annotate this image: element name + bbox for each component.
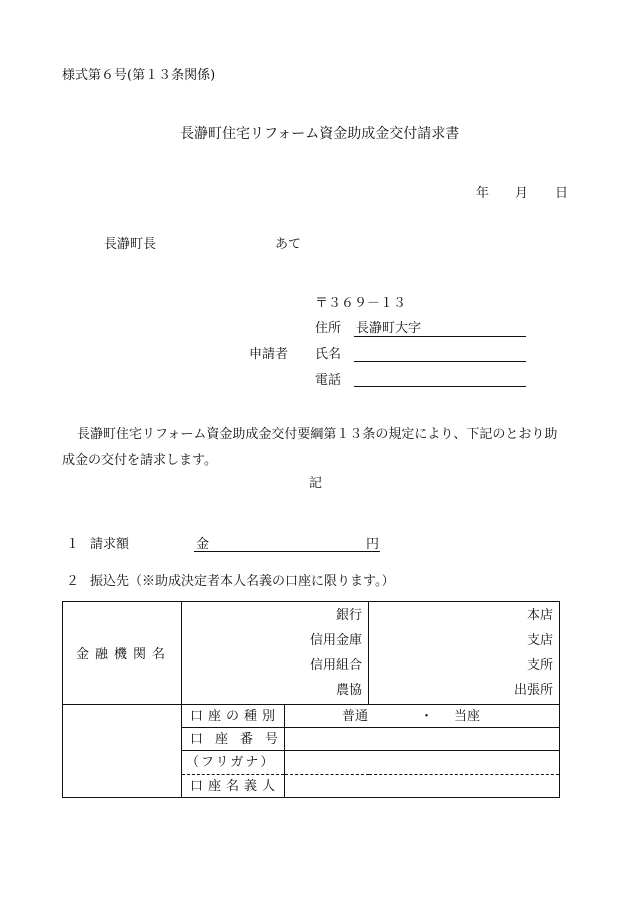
account-type-label-cell	[182, 705, 285, 728]
branch-name-cell[interactable]	[369, 602, 560, 705]
account-number-value-cell[interactable]	[285, 728, 560, 751]
bank-table	[62, 601, 560, 798]
postal-code: 〒３６９－１３	[315, 296, 407, 311]
addressee-suffix: あて	[275, 237, 302, 252]
account-holder-label-cell	[182, 775, 285, 798]
address-value: 長瀞町大字	[356, 321, 422, 336]
institution-label-cell	[63, 602, 182, 705]
date-month: 月	[515, 186, 529, 201]
account-type-separator: ・	[420, 709, 434, 724]
applicant-label: 申請者	[249, 347, 289, 362]
phone-underline	[354, 386, 526, 387]
account-type-ordinary[interactable]: 普通	[342, 709, 369, 724]
branch-type-shiten: 支店	[526, 633, 553, 648]
date-year: 年	[476, 186, 490, 201]
phone-label: 電話	[315, 373, 342, 388]
account-type-value-cell[interactable]	[285, 705, 560, 728]
account-left-cell	[63, 705, 182, 798]
item2-number: ２	[66, 574, 80, 589]
branch-type-shutchojo: 出張所	[513, 683, 553, 698]
item1-label: 請求額	[90, 537, 130, 552]
item2-label: 振込先（※助成決定者本人名義の口座に限ります。）	[90, 574, 395, 589]
institution-name-cell[interactable]	[182, 602, 369, 705]
name-underline	[354, 361, 526, 362]
document-title: 長瀞町住宅リフォーム資金助成金交付請求書	[180, 126, 460, 142]
institution-type-bank: 銀行	[335, 608, 362, 623]
body-text-line2: 成金の交付を請求します。	[62, 453, 217, 468]
item1-number: １	[66, 537, 80, 552]
body-text-line1: 長瀞町住宅リフォーム資金助成金交付要綱第１３条の規定により、下記のとおり助	[77, 427, 558, 442]
account-holder-label: 口座名義人	[190, 779, 281, 794]
addressee-name: 長瀞町長	[104, 237, 157, 252]
branch-type-shisho: 支所	[526, 658, 553, 673]
institution-label: 金融機関名	[76, 647, 172, 662]
account-holder-value-cell[interactable]	[285, 775, 560, 798]
furigana-value-cell[interactable]	[285, 751, 560, 775]
institution-type-nokyo: 農協	[335, 683, 362, 698]
address-label: 住所	[315, 321, 342, 336]
amount-unit: 円	[366, 537, 380, 552]
furigana-label: （フリガナ）	[186, 755, 276, 770]
account-type-current[interactable]: 当座	[454, 709, 481, 724]
amount-underline	[194, 551, 380, 552]
institution-type-shinkin: 信用金庫	[309, 633, 362, 648]
account-type-label: 口座の種別	[190, 709, 281, 724]
form-number: 様式第６号(第１３条関係)	[62, 68, 216, 83]
name-label: 氏名	[315, 347, 342, 362]
date-day: 日	[555, 186, 569, 201]
account-number-label-cell	[182, 728, 291, 751]
institution-type-shinkumi: 信用組合	[309, 658, 362, 673]
branch-type-honten: 本店	[526, 608, 553, 623]
address-underline	[354, 336, 526, 337]
amount-prefix: 金	[196, 537, 210, 552]
ki-heading: 記	[309, 476, 323, 491]
furigana-label-cell	[182, 751, 285, 775]
account-number-label: 口座番号	[190, 732, 291, 747]
